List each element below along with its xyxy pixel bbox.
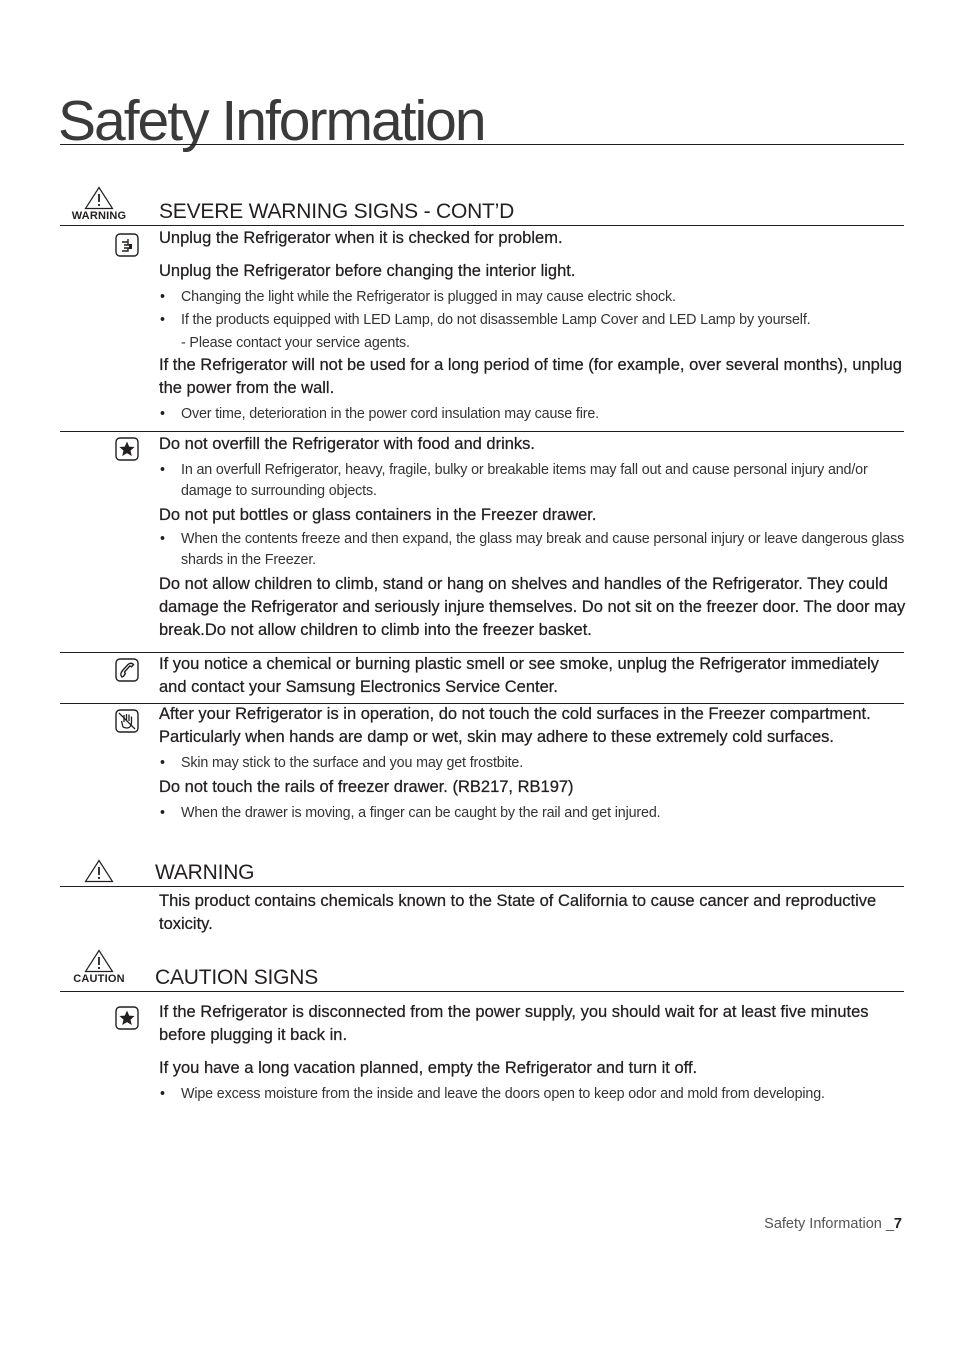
unplug-statement-1: Unplug the Refrigerator when it is checked for problem.: [159, 229, 563, 247]
overfill-statement-2: Do not put bottles or glass containers in the Freezer drawer.: [159, 506, 597, 524]
page-number: 7: [893, 1216, 902, 1232]
caution-heading: CAUTION SIGNS: [155, 966, 319, 989]
warning-sign: [64, 859, 134, 883]
overfill-block: [159, 433, 907, 642]
caution-power-block: [159, 1001, 907, 1105]
page-footer: [764, 1216, 902, 1232]
smell-block: [159, 653, 907, 699]
star-icon: [115, 1006, 139, 1030]
warning-block: [159, 890, 907, 936]
section-divider: [60, 431, 904, 432]
warning-statement: This product contains chemicals known to the State of California to cause cancer and reproductive toxicity.: [159, 892, 877, 933]
unplug-statement-3: If the Refrigerator will not be used for a long period of time (for example, over several months), unplug the power from the wall.: [159, 356, 902, 397]
smell-statement-1: If you notice a chemical or burning plastic smell or see smoke, unplug the Refrigerator immediately and contact your Samsung Electronics Service Center.: [159, 655, 879, 696]
unplug-block: [159, 227, 907, 425]
warning-icon-label: WARNING: [71, 210, 127, 222]
footer-label: Safety Information _: [764, 1216, 894, 1232]
phone-icon: [115, 658, 139, 682]
caution-statement-1: If the Refrigerator is disconnected from the power supply, you should wait for at least five minutes before plugging it back in.: [159, 1003, 869, 1044]
cold-statement-1: After your Refrigerator is in operation, do not touch the cold surfaces in the Freezer compartment. Particularly when hands are damp or wet, skin may adhere to these extremely cold surfaces.: [159, 705, 871, 746]
caution-statement-2: If you have a long vacation planned, empty the Refrigerator and turn it off.: [159, 1059, 698, 1077]
overfill-statement-3: Do not allow children to climb, stand or hang on shelves and handles of the Refrigerator. They could damage the Refrigerator and seriously injure themselves. Do not sit on the freezer door. The door may break.Do not allow children to climb into the freezer basket.: [159, 575, 906, 639]
no-touch-hand-icon: [115, 709, 139, 733]
cold-bullet-2: • When the drawer is moving, a finger can be caught by the rail and get injured.: [159, 803, 907, 824]
page-title: Safety Information: [58, 89, 485, 153]
warning-triangle-icon: [84, 186, 114, 210]
unplug-bullet-2-note: - Please contact your service agents.: [181, 335, 410, 351]
unplug-bullet-3: • Over time, deterioration in the power cord insulation may cause fire.: [159, 404, 907, 425]
cold-statement-2: Do not touch the rails of freezer drawer. (RB217, RB197): [159, 778, 574, 796]
unplug-statement-2: Unplug the Refrigerator before changing the interior light.: [159, 262, 576, 280]
overfill-bullet-1: • In an overfull Refrigerator, heavy, fragile, bulky or breakable items may fall out and cause personal injury and/or damage to surrounding objects.: [159, 460, 907, 502]
section-divider: [60, 225, 904, 226]
cold-bullet-1: • Skin may stick to the surface and you may get frostbite.: [159, 753, 907, 774]
star-icon: [115, 437, 139, 461]
caution-bullet-1: • Wipe excess moisture from the inside and leave the doors open to keep odor and mold from developing.: [159, 1084, 907, 1105]
caution-triangle-icon: [84, 949, 114, 973]
severe-warning-heading: SEVERE WARNING SIGNS - CONT’D: [159, 200, 515, 223]
unplug-bullet-1: • Changing the light while the Refrigerator is plugged in may cause electric shock.: [159, 287, 907, 308]
overfill-bullet-2: • When the contents freeze and then expand, the glass may break and cause personal injury or leave dangerous glass shards in the Freezer.: [159, 529, 907, 571]
warning-heading: WARNING: [155, 861, 255, 884]
unplug-icon: [115, 233, 139, 257]
title-divider: [60, 144, 904, 145]
warning-triangle-icon: [84, 859, 114, 883]
section-divider: [60, 991, 904, 992]
section-divider: [60, 886, 904, 887]
caution-icon-label: CAUTION: [73, 973, 125, 985]
overfill-statement-1: Do not overfill the Refrigerator with food and drinks.: [159, 435, 536, 453]
caution-sign: [64, 949, 134, 985]
unplug-bullet-2: • If the products equipped with LED Lamp, do not disassemble Lamp Cover and LED Lamp by yourself.: [159, 310, 907, 331]
cold-surface-block: [159, 703, 907, 824]
severe-warning-sign: [64, 186, 134, 222]
